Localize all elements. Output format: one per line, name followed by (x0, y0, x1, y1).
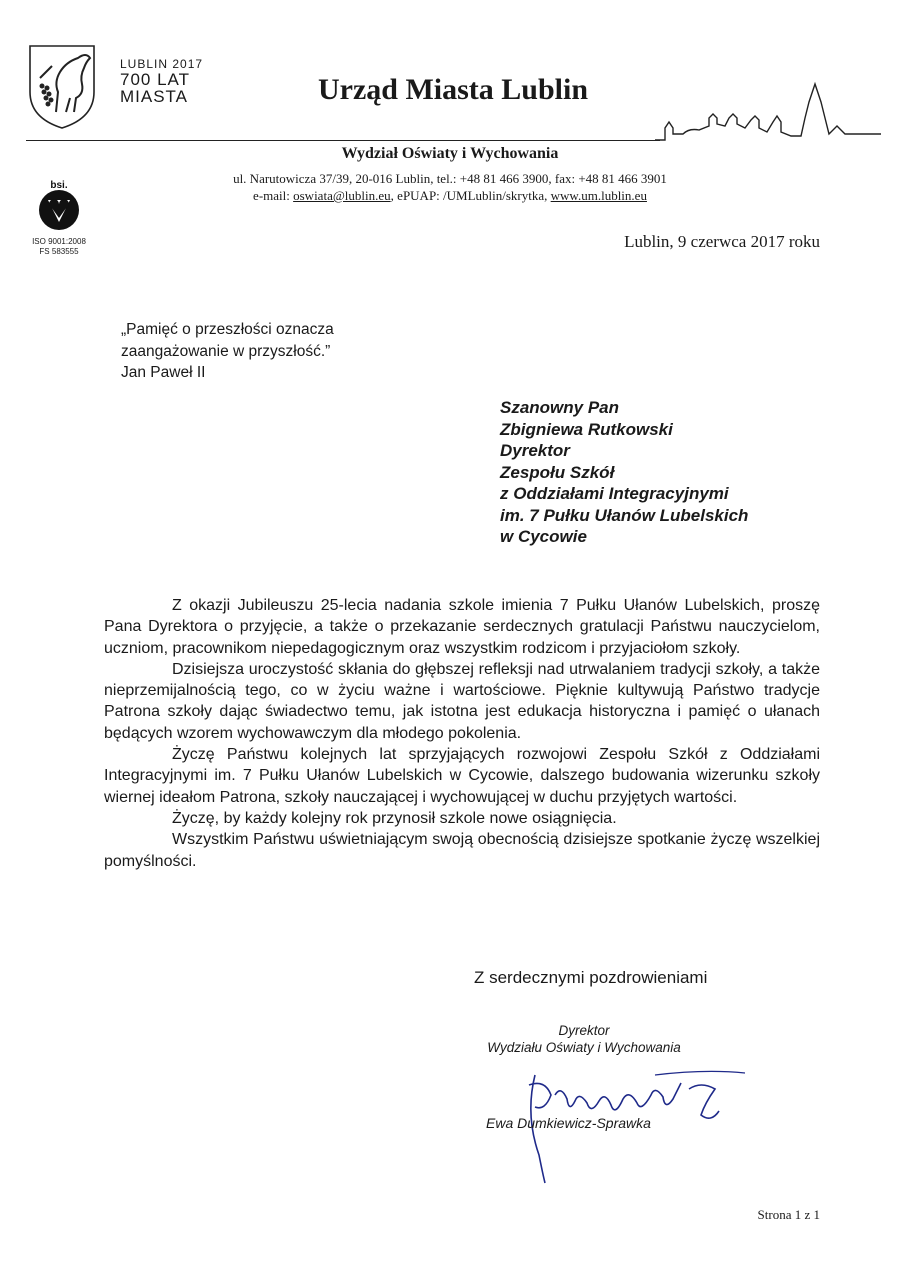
body-paragraph: Życzę Państwu kolejnych lat sprzyjających rozwojowi Zespołu Szkół z Oddziałami Integracyjnymi im. 7 Pułku Ułanów Lubelskich w Cycowie, dalszego budowania wizerunku szkoły wiernej ideałom Patrona, szkoły nauczającej i wychowującej w duchu przyjętych wartości. (104, 746, 820, 806)
signatory-title (474, 1022, 694, 1056)
signatory-department: Wydziału Oświaty i Wychowania (487, 1040, 681, 1055)
jubilee-line-2: MIASTA (120, 87, 189, 107)
addressee-line: im. 7 Pułku Ułanów Lubelskich (500, 505, 749, 525)
city-crest-icon (26, 42, 98, 130)
iso-number: FS 583555 (39, 247, 79, 256)
contact-line (0, 188, 900, 204)
body-paragraph: Wszystkim Państwu uświetniającym swoją obecnością dzisiejsze spotkanie życzę wszelkiej pomyślności. (104, 831, 820, 870)
body-paragraph: Z okazji Jubileuszu 25-lecia nadania szkole imienia 7 Pułku Ułanów Lubelskich, proszę Pana Dyrektora o przyjęcie, a także o przekazanie serdecznych gratulacji Państwu nauczycielom, uczniom, pracownikom niepedagogicznym oraz wszystkim rodzicom i przyjaciołom szkoły. (104, 597, 820, 657)
signatory-name: Ewa Dumkiewicz-Sprawka (486, 1115, 651, 1131)
addressee-block (500, 397, 748, 548)
addressee-line: Szanowny Pan (500, 398, 620, 417)
addressee-line: Dyrektor (500, 441, 570, 460)
epuap-text: , ePUAP: /UMLublin/skrytka, (390, 188, 551, 203)
addressee-line: Zbigniewa Rutkowski (500, 419, 673, 439)
jubilee-year: LUBLIN 2017 (120, 57, 204, 71)
website-link[interactable]: www.um.lublin.eu (550, 188, 647, 203)
address-line: ul. Narutowicza 37/39, 20-016 Lublin, tel.: +48 81 466 3900, fax: +48 81 466 3901 (233, 171, 667, 186)
closing-greeting: Z serdecznymi pozdrowieniami (474, 968, 708, 987)
jubilee-badge (120, 58, 203, 106)
header-rule (26, 140, 660, 141)
addressee-line: Zespołu Szkół (500, 462, 615, 482)
page-number: Strona 1 z 1 (757, 1207, 820, 1222)
motto-line-1: „Pamięć o przeszłości oznacza (121, 321, 334, 338)
bsi-certification-icon (36, 178, 82, 236)
addressee-line: z Oddziałami Integracyjnymi (500, 484, 729, 503)
signatory-role: Dyrektor (558, 1023, 610, 1038)
addressee-line: w Cycowie (500, 527, 587, 546)
letter-body (104, 595, 820, 872)
department-name: Wydział Oświaty i Wychowania (341, 145, 559, 162)
letter-date: Lublin, 9 czerwca 2017 roku (624, 232, 820, 251)
office-title: Urząd Miasta Lublin (318, 73, 589, 106)
iso-standard: ISO 9001:2008 (32, 237, 86, 246)
email-label: e-mail: (253, 188, 294, 203)
body-paragraph: Dzisiejsza uroczystość skłania do głębszej refleksji nad utrwalaniem tradycji szkoły, a także nieprzemijalnością tego, co w życiu ważne i wartościowe. Pięknie kultywują Państwo tradycje Patrona szkoły dając świadectwo temu, jak istotna jest edukacja historyczna i pamięć o ułanach będących wzorem wychowawczym dla młodego pokolenia. (104, 660, 820, 742)
city-skyline-icon (655, 78, 881, 144)
bsi-label: bsi. (50, 180, 68, 191)
motto-author: Jan Paweł II (121, 364, 206, 381)
motto-line-2: zaangażowanie w przyszłość.” (121, 342, 331, 360)
iso-certificate (30, 237, 88, 257)
jubilee-line-1: 700 LAT (120, 69, 191, 89)
email-link[interactable]: oswiata@lublin.eu (293, 188, 391, 203)
body-paragraph: Życzę, by każdy kolejny rok przynosił szkole nowe osiągnięcia. (172, 809, 617, 827)
motto (121, 319, 334, 384)
